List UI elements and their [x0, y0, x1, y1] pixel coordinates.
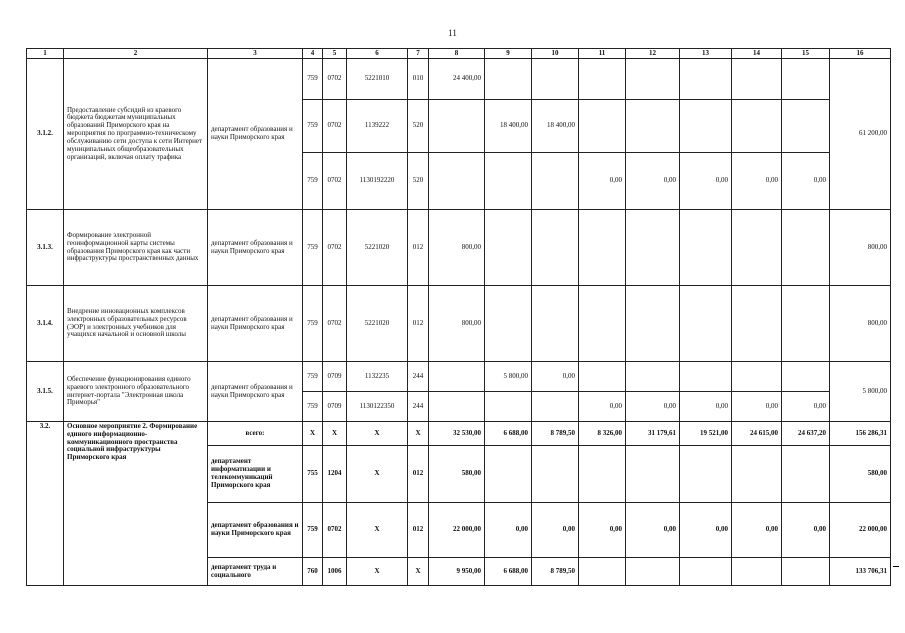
margin-dash	[893, 566, 899, 567]
data-cell: 800,00	[429, 210, 485, 286]
row-description: Основное мероприятие 2. Формирование единого информационно-коммуникационного пространства социальной инфраструктуры Приморского края	[64, 422, 208, 586]
data-cell: 759	[303, 362, 323, 392]
data-cell	[532, 446, 579, 503]
data-cell: 759	[303, 59, 323, 100]
row-department: департамент труда и социального	[208, 558, 303, 586]
data-cell: 0,00	[680, 153, 732, 210]
data-cell: 0,00	[732, 503, 782, 558]
data-cell	[782, 59, 830, 100]
row-department: департамент образования и науки Приморского края	[208, 210, 303, 286]
row-total: 156 286,31	[830, 422, 891, 446]
data-cell: 520	[408, 100, 429, 153]
data-cell	[579, 446, 626, 503]
data-cell: 24 637,20	[782, 422, 830, 446]
header-cell: 2	[64, 49, 208, 59]
data-cell	[429, 392, 485, 422]
data-cell: 6 688,00	[485, 558, 532, 586]
data-cell: 5221020	[347, 286, 408, 362]
data-cell	[532, 286, 579, 362]
data-cell	[485, 153, 532, 210]
table-row	[27, 210, 891, 286]
data-cell: 244	[408, 392, 429, 422]
data-cell: 32 530,00	[429, 422, 485, 446]
data-cell	[626, 446, 680, 503]
data-cell: 0,00	[626, 153, 680, 210]
row-department: всего:	[208, 422, 303, 446]
data-cell: 8 789,50	[532, 422, 579, 446]
data-cell: 012	[408, 503, 429, 558]
data-cell	[532, 153, 579, 210]
data-cell: 5221020	[347, 210, 408, 286]
row-total: 5 800,00	[830, 362, 891, 422]
data-cell: 0,00	[579, 503, 626, 558]
header-cell: 6	[347, 49, 408, 59]
data-cell	[485, 286, 532, 362]
data-cell: 0,00	[626, 503, 680, 558]
header-cell: 15	[782, 49, 830, 59]
data-cell	[579, 558, 626, 586]
row-code: 3.1.2.	[27, 59, 64, 210]
header-cell: 3	[208, 49, 303, 59]
header-cell: 16	[830, 49, 891, 59]
row-total: 580,00	[830, 446, 891, 503]
data-cell: 0702	[323, 100, 347, 153]
header-cell: 13	[680, 49, 732, 59]
data-cell	[680, 446, 732, 503]
data-cell: 24 400,00	[429, 59, 485, 100]
data-cell: 0,00	[579, 153, 626, 210]
data-cell: 0,00	[579, 392, 626, 422]
data-cell: 6 688,00	[485, 422, 532, 446]
data-cell	[429, 100, 485, 153]
data-cell	[626, 286, 680, 362]
data-cell: 0,00	[532, 362, 579, 392]
data-cell	[485, 446, 532, 503]
header-cell: 5	[323, 49, 347, 59]
data-cell: 1130122350	[347, 392, 408, 422]
data-cell	[579, 100, 626, 153]
data-cell: 0,00	[782, 503, 830, 558]
data-cell: X	[323, 422, 347, 446]
data-cell	[532, 210, 579, 286]
header-cell: 10	[532, 49, 579, 59]
data-cell: 0,00	[485, 503, 532, 558]
data-cell: 244	[408, 362, 429, 392]
table-row	[27, 59, 891, 100]
data-cell: 0,00	[680, 392, 732, 422]
data-cell: 759	[303, 100, 323, 153]
data-cell	[680, 210, 732, 286]
data-cell: 0,00	[732, 392, 782, 422]
data-cell: 19 521,00	[680, 422, 732, 446]
data-cell: 8 789,50	[532, 558, 579, 586]
data-cell	[579, 210, 626, 286]
data-cell: 759	[303, 210, 323, 286]
data-cell	[579, 59, 626, 100]
data-cell: 9 950,00	[429, 558, 485, 586]
header-cell: 1	[27, 49, 64, 59]
header-cell: 9	[485, 49, 532, 59]
data-cell	[626, 59, 680, 100]
data-cell	[782, 286, 830, 362]
data-cell	[732, 558, 782, 586]
data-cell: 0702	[323, 153, 347, 210]
data-cell	[485, 210, 532, 286]
row-description: Внедрение инновационных комплексов электронных образовательных ресурсов (ЭОР) и электронных учебников для учащихся начальной и основной школы	[64, 286, 208, 362]
budget-table	[26, 48, 891, 586]
data-cell	[680, 362, 732, 392]
data-cell: 1130192220	[347, 153, 408, 210]
data-cell: X	[347, 422, 408, 446]
header-cell: 12	[626, 49, 680, 59]
row-department: департамент образования и науки Приморского края	[208, 503, 303, 558]
data-cell: 012	[408, 286, 429, 362]
row-total: 61 200,00	[830, 59, 891, 210]
header-cell: 11	[579, 49, 626, 59]
data-cell	[732, 210, 782, 286]
data-cell: 18 400,00	[532, 100, 579, 153]
data-cell: 18 400,00	[485, 100, 532, 153]
data-cell: 580,00	[429, 446, 485, 503]
data-cell: 0,00	[782, 392, 830, 422]
row-total: 800,00	[830, 210, 891, 286]
data-cell	[532, 392, 579, 422]
data-cell	[782, 446, 830, 503]
row-description: Предоставление субсидий из краевого бюджета бюджетам муниципальных образований Приморского края на мероприятия по программно-техническому обслуживанию сети доступа к сети Интернет муниципальных общеобразовательных организаций, включая оплату трафика	[64, 59, 208, 210]
page-number: 11	[448, 28, 457, 38]
data-cell: 759	[303, 503, 323, 558]
header-cell: 14	[732, 49, 782, 59]
data-cell	[429, 362, 485, 392]
data-cell: 0,00	[680, 503, 732, 558]
data-cell: 0,00	[782, 153, 830, 210]
table-row	[27, 286, 891, 362]
data-cell: 012	[408, 210, 429, 286]
data-cell: X	[347, 446, 408, 503]
data-cell	[429, 153, 485, 210]
data-cell: X	[347, 503, 408, 558]
data-cell: 800,00	[429, 286, 485, 362]
data-cell: 24 615,00	[732, 422, 782, 446]
data-cell: 0,00	[532, 503, 579, 558]
data-cell	[680, 286, 732, 362]
data-cell: X	[347, 558, 408, 586]
data-cell	[680, 59, 732, 100]
row-description: Обеспечение функционирования единого краевого электронного образовательного интернет-портала "Электронная школа Приморья"	[64, 362, 208, 422]
data-cell: 0709	[323, 362, 347, 392]
data-cell: 010	[408, 59, 429, 100]
header-cell: 4	[303, 49, 323, 59]
data-cell: 0,00	[626, 392, 680, 422]
data-cell: 1139222	[347, 100, 408, 153]
row-code: 3.1.5.	[27, 362, 64, 422]
data-cell	[782, 210, 830, 286]
table-row	[27, 422, 891, 446]
data-cell	[732, 446, 782, 503]
data-cell: 759	[303, 286, 323, 362]
data-cell: X	[408, 422, 429, 446]
data-cell	[680, 100, 732, 153]
data-cell: 1204	[323, 446, 347, 503]
data-cell: 759	[303, 392, 323, 422]
data-cell: 5 800,00	[485, 362, 532, 392]
data-cell	[579, 362, 626, 392]
data-cell	[782, 558, 830, 586]
table-row	[27, 362, 891, 392]
row-description: Формирование электронной геоинформационной карты системы образования Приморского края как части инфраструктуры пространственных данных	[64, 210, 208, 286]
data-cell: 0,00	[732, 153, 782, 210]
data-cell: 0709	[323, 392, 347, 422]
data-cell	[485, 59, 532, 100]
data-cell: 0702	[323, 210, 347, 286]
row-total: 800,00	[830, 286, 891, 362]
row-code: 3.1.4.	[27, 286, 64, 362]
data-cell: X	[408, 558, 429, 586]
data-cell	[626, 210, 680, 286]
data-cell	[532, 59, 579, 100]
header-row	[27, 49, 891, 59]
data-cell	[680, 558, 732, 586]
row-department: департамент образования и науки Приморского края	[208, 59, 303, 210]
data-cell: 1006	[323, 558, 347, 586]
data-cell	[626, 100, 680, 153]
data-cell: 8 326,00	[579, 422, 626, 446]
row-total: 22 000,00	[830, 503, 891, 558]
data-cell: 5221010	[347, 59, 408, 100]
data-cell	[732, 286, 782, 362]
header-cell: 8	[429, 49, 485, 59]
data-cell: 759	[303, 153, 323, 210]
data-cell: 0702	[323, 59, 347, 100]
data-cell	[579, 286, 626, 362]
data-cell: 1132235	[347, 362, 408, 392]
data-cell: 520	[408, 153, 429, 210]
row-code: 3.2.	[27, 422, 64, 586]
row-department: департамент образования и науки Приморского края	[208, 286, 303, 362]
row-code: 3.1.3.	[27, 210, 64, 286]
data-cell: 31 179,61	[626, 422, 680, 446]
row-department: департамент информатизации и телекоммуникаций Приморского края	[208, 446, 303, 503]
data-cell	[732, 362, 782, 392]
data-cell: 22 000,00	[429, 503, 485, 558]
data-cell: 0702	[323, 286, 347, 362]
data-cell	[782, 362, 830, 392]
data-cell: 0702	[323, 503, 347, 558]
data-cell	[626, 558, 680, 586]
header-cell: 7	[408, 49, 429, 59]
data-cell: 760	[303, 558, 323, 586]
data-cell: X	[303, 422, 323, 446]
data-cell: 012	[408, 446, 429, 503]
row-department: департамент образования и науки Приморского края	[208, 362, 303, 422]
data-cell	[732, 59, 782, 100]
data-cell	[782, 100, 830, 153]
row-total: 133 706,31	[830, 558, 891, 586]
data-cell	[732, 100, 782, 153]
data-cell	[485, 392, 532, 422]
data-cell: 755	[303, 446, 323, 503]
data-cell	[626, 362, 680, 392]
